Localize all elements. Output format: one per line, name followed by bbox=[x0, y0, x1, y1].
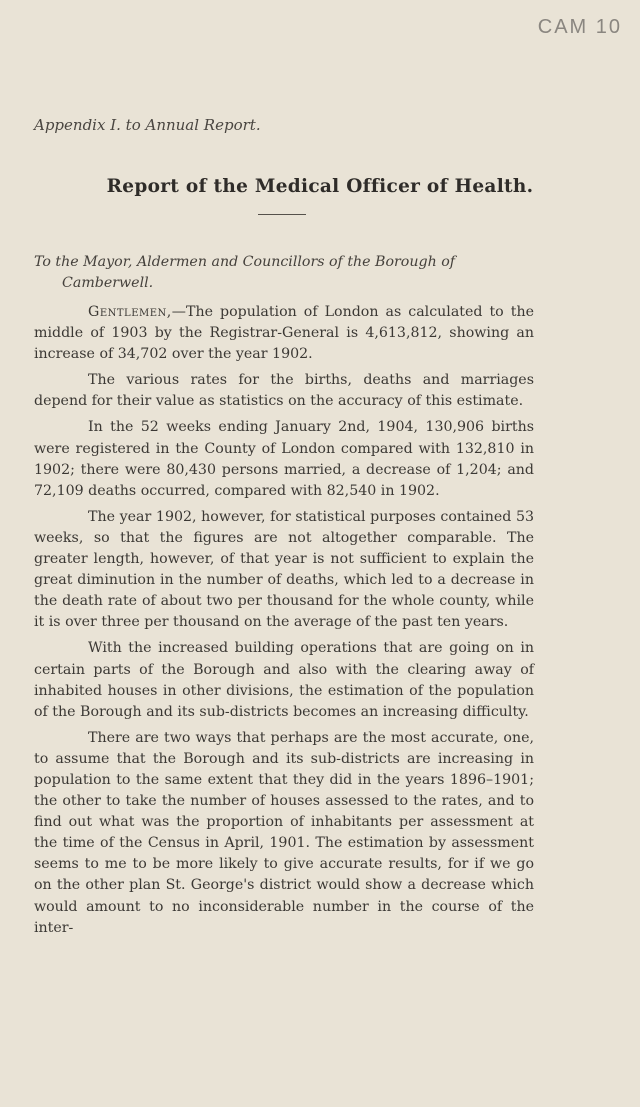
paragraph-1 bbox=[34, 302, 534, 365]
paragraph-2: The various rates for the births, deaths and marriages depend for their value as statistics on the accuracy of this estimate. bbox=[34, 372, 534, 410]
address-line-1: To the Mayor, Aldermen and Councillors of the Borough of bbox=[34, 254, 456, 270]
title-underline bbox=[258, 214, 306, 215]
report-body bbox=[34, 302, 534, 944]
appendix-heading: Appendix I. to Annual Report. bbox=[34, 116, 261, 134]
salutation: Gentlemen, bbox=[88, 304, 172, 320]
paragraph-5: With the increased building operations that are going on in certain parts of the Borough and also with the clearing away of inhabited houses in other divisions, the estimation of the population of the Borough and its sub-districts becomes an increasing difficulty. bbox=[34, 640, 534, 720]
paragraph-1-text: —The population of London as calculated to the middle of 1903 by the Registrar-General is 4,613,812, showing an increase of 34,702 over the year 1902. bbox=[34, 304, 534, 363]
archive-reference-mark: CAM 10 bbox=[537, 16, 622, 38]
paragraph-4: The year 1902, however, for statistical purposes contained 53 weeks, so that the figures are not altogether comparable. The greater length, however, of that year is not sufficient to explain the great diminution in the number of deaths, which led to a decrease in the death rate of about two per thousand for the whole county, while it is over three per thousand on the average of the past ten years. bbox=[34, 508, 534, 631]
report-title: Report of the Medical Officer of Health. bbox=[106, 176, 534, 197]
paragraph-3: In the 52 weeks ending January 2nd, 1904, 130,906 births were registered in the County of London compared with 132,810 in 1902; there were 80,430 persons married, a decrease of 1,204; and 72,109 deaths occurred, compared with 82,540 in 1902. bbox=[34, 419, 534, 499]
address-line-2: Camberwell. bbox=[62, 275, 154, 291]
paragraph-6: There are two ways that perhaps are the most accurate, one, to assume that the Borough and its sub-districts are increasing in population to the same extent that they did in the years 1896–1901; the other to take the number of houses assessed to the rates, and to find out what was the proportion of inhabitants per assessment at the time of the Census in April, 1901. The estimation by assessment seems to me to be more likely to give accurate results, for if we go on the other plan St. George's district would show a decrease which would amount to no inconsiderable number in the course of the inter- bbox=[34, 729, 534, 936]
address-block bbox=[34, 252, 534, 294]
